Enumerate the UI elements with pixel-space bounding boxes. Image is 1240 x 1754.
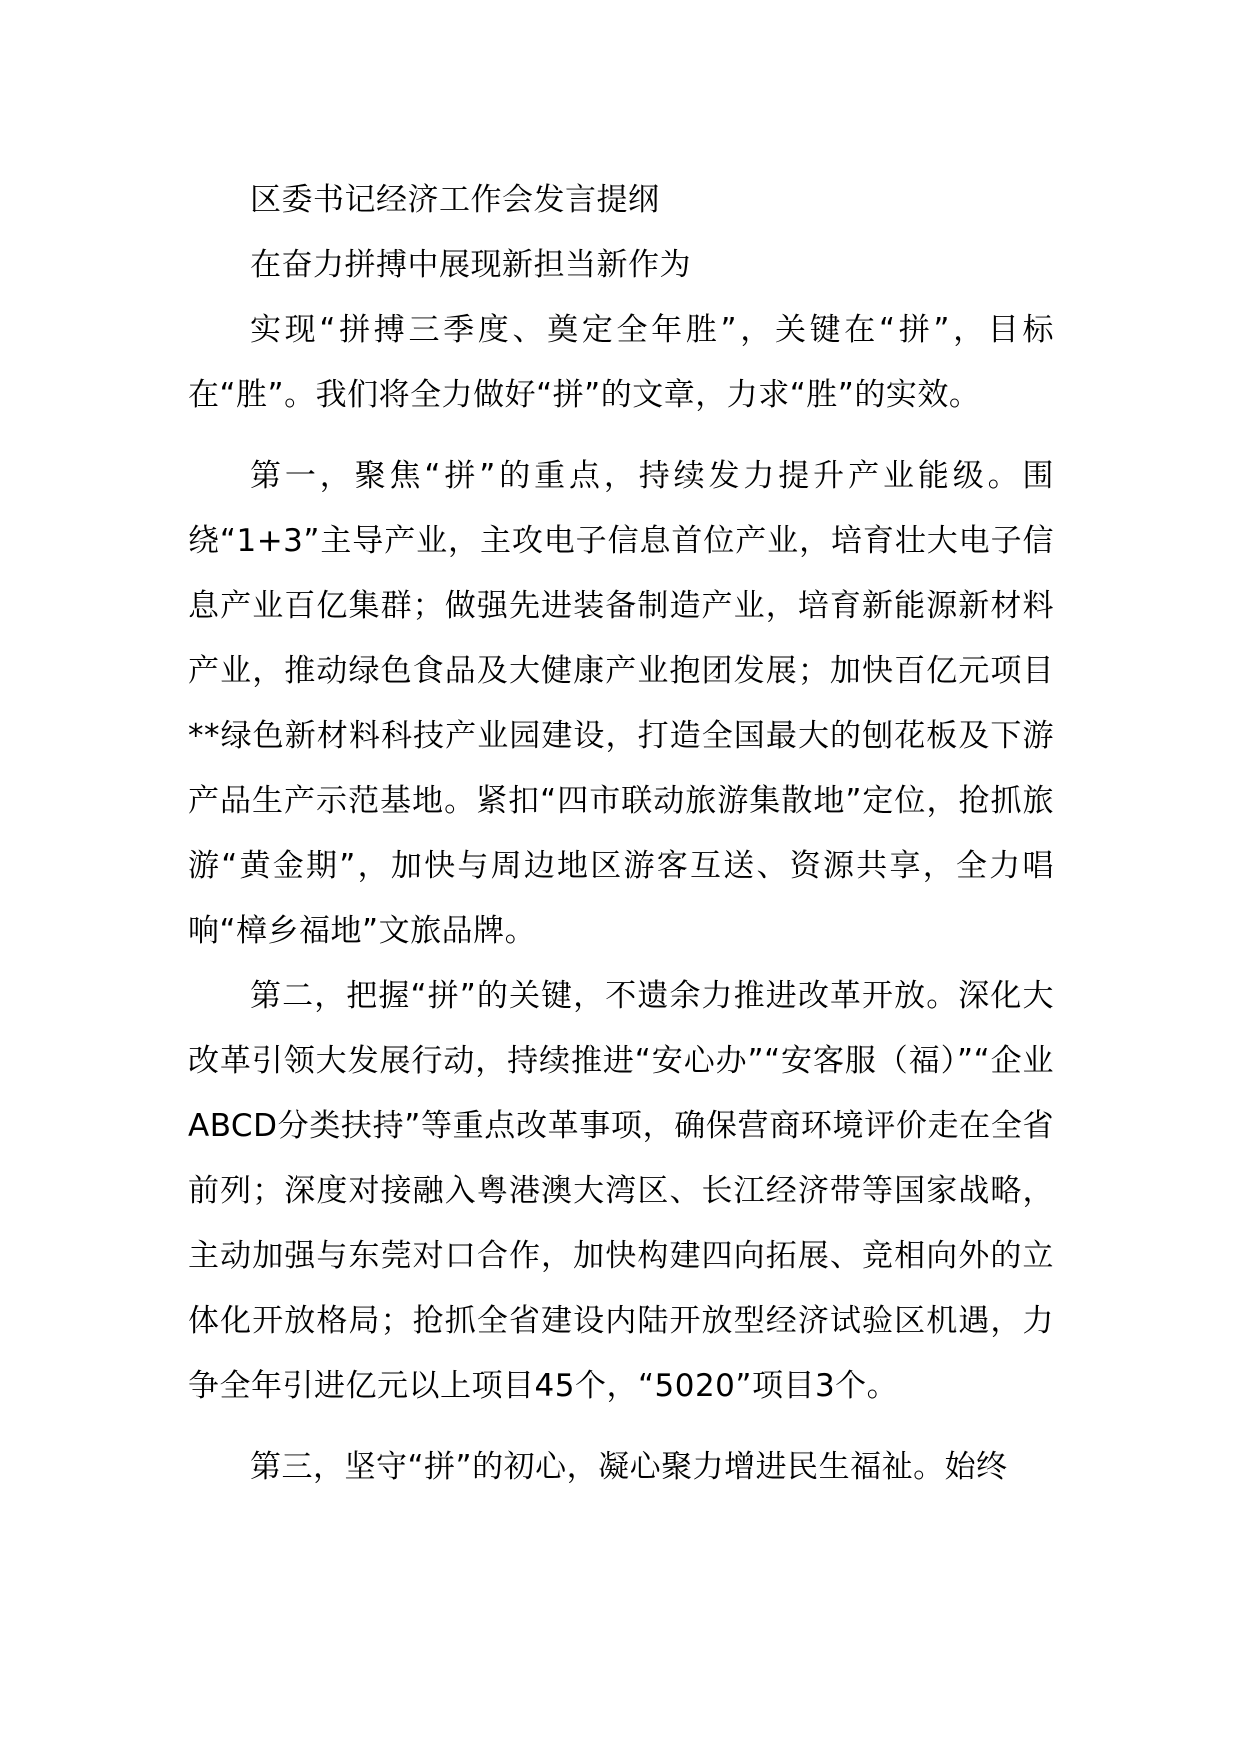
document-body (188, 168, 1054, 1500)
paragraph-first-point: 第一，聚焦“拼”的重点，持续发力提升产业能级。围绕“1+3”主导产业，主攻电子信息首位产业，培育壮大电子信息产业百亿集群；做强先进装备制造产业，培育新能源新材料产业，推动绿色食品及大健康产业抱团发展；加快百亿元项目**绿色新材料科技产业园建设，打造全国最大的刨花板及下游产品生产示范基地。紧扣“四市联动旅游集散地”定位，抢抓旅游“黄金期”，加快与周边地区游客互送、资源共享，全力唱响“樟乡福地”文旅品牌。 (188, 458, 1054, 949)
paragraph-second-point: 第二，把握“拼”的关键，不遗余力推进改革开放。深化大改革引领大发展行动，持续推进“安心办”“安客服（福）”“企业ABCD分类扶持”等重点改革事项，确保营商环境评价走在全省前列；深度对接融入粤港澳大湾区、长江经济带等国家战略，主动加强与东莞对口合作，加快构建四向拓展、竞相向外的立体化开放格局；抢抓全省建设内陆开放型经济试验区机遇，力争全年引进亿元以上项目45个，“5020”项目3个。 (188, 978, 1054, 1404)
document-title: 区委书记经济工作会发言提纲 (250, 182, 660, 218)
document-subtitle: 在奋力拼搏中展现新担当新作为 (250, 247, 691, 283)
paragraph-intro: 实现“拼搏三季度、奠定全年胜”，关键在“拼”，目标在“胜”。我们将全力做好“拼”的文章，力求“胜”的实效。 (188, 312, 1054, 413)
paragraph-third-point: 第三，坚守“拼”的初心，凝心聚力增进民生福祉。始终 (250, 1449, 1008, 1485)
